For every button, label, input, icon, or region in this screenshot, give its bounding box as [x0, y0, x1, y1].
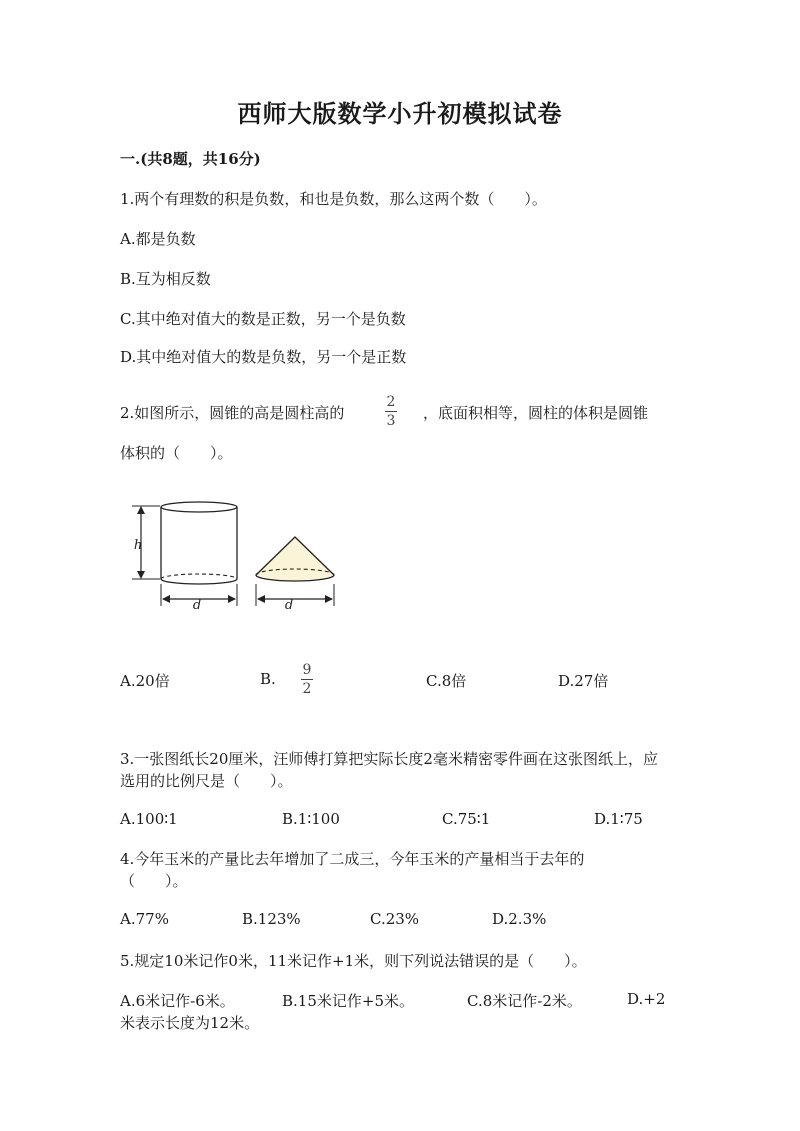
- fraction-nine-halves: [301, 662, 313, 697]
- label-d-cylinder: d: [192, 598, 202, 613]
- question-5-option-d-cont: 米表示长度为12米。: [120, 1014, 260, 1032]
- cone-d-arrow-left: [257, 595, 265, 603]
- question-2-option-b: B.: [260, 670, 276, 688]
- question-4-stem: 4.今年玉米的产量比去年增加了二成三，今年玉米的产量相当于去年的（ ）。: [120, 850, 585, 890]
- cyl-d-arrow-left: [162, 595, 170, 603]
- question-2-stem-line2: 体积的（ ）。: [120, 444, 233, 462]
- fraction-denominator: 3: [386, 413, 396, 429]
- cylinder-bottom-front: [161, 579, 237, 584]
- height-arrow-bottom: [137, 571, 145, 579]
- question-1-option-b: B.互为相反数: [120, 270, 211, 288]
- page-title: 西师大版数学小升初模拟试卷: [237, 99, 563, 128]
- question-4-option-d: D.2.3%: [492, 910, 547, 928]
- question-1-option-d: D.其中绝对值大的数是负数，另一个是正数: [120, 348, 407, 366]
- section-heading: 一.(共8题，共16分): [120, 150, 261, 168]
- cone-body: [256, 537, 334, 581]
- question-5-option-b: B.15米记作+5米。: [282, 992, 414, 1010]
- question-2-stem-part1: 2.如图所示，圆锥的高是圆柱高的: [120, 404, 345, 422]
- cone-d-arrow-right: [325, 595, 333, 603]
- question-5-stem: 5.规定10米记作0米，11米记作+1米，则下列说法错误的是（ ）。: [120, 952, 587, 970]
- question-3-option-b: B.1∶100: [282, 810, 340, 828]
- question-2-option-a: A.20倍: [120, 672, 170, 690]
- height-arrow-top: [137, 506, 145, 514]
- question-1-option-a: A.都是负数: [120, 230, 196, 248]
- label-h: h: [133, 538, 143, 553]
- question-1-option-c: C.其中绝对值大的数是正数，另一个是负数: [120, 310, 406, 328]
- fraction-bar: [385, 411, 397, 412]
- cylinder-cone-figure: [125, 498, 345, 616]
- fraction-denominator: 2: [302, 681, 312, 697]
- cylinder-top: [161, 502, 237, 512]
- question-1-stem: 1.两个有理数的积是负数，和也是负数，那么这两个数（ ）。: [120, 190, 547, 208]
- question-2-option-c: C.8倍: [426, 672, 467, 690]
- question-5-option-c: C.8米记作-2米。: [467, 992, 582, 1010]
- question-5-option-d: D.+2: [627, 990, 666, 1008]
- label-d-cone: d: [284, 598, 294, 613]
- fraction-bar: [301, 679, 313, 680]
- question-4-option-b: B.123%: [242, 910, 301, 928]
- question-2-option-d: D.27倍: [558, 672, 609, 690]
- fraction-numerator: 9: [302, 662, 312, 678]
- question-3-option-d: D.1∶75: [594, 810, 643, 828]
- fraction-two-thirds: [385, 394, 397, 429]
- question-2-stem-part2: ，底面积相等，圆柱的体积是圆锥: [423, 404, 649, 422]
- question-5-option-a: A.6米记作-6米。: [120, 992, 235, 1010]
- question-4-option-a: A.77%: [120, 910, 169, 928]
- question-4-option-c: C.23%: [370, 910, 420, 928]
- question-3-stem: 3.一张图纸长20厘米，汪师傅打算把实际长度2毫米精密零件画在这张图纸上，应选用的比例尺是（ ）。: [120, 750, 658, 790]
- question-3-option-c: C.75∶1: [442, 810, 491, 828]
- question-3-option-a: A.100∶1: [120, 810, 178, 828]
- cyl-d-arrow-right: [228, 595, 236, 603]
- fraction-numerator: 2: [386, 394, 396, 410]
- cylinder-bottom-back: [161, 574, 237, 579]
